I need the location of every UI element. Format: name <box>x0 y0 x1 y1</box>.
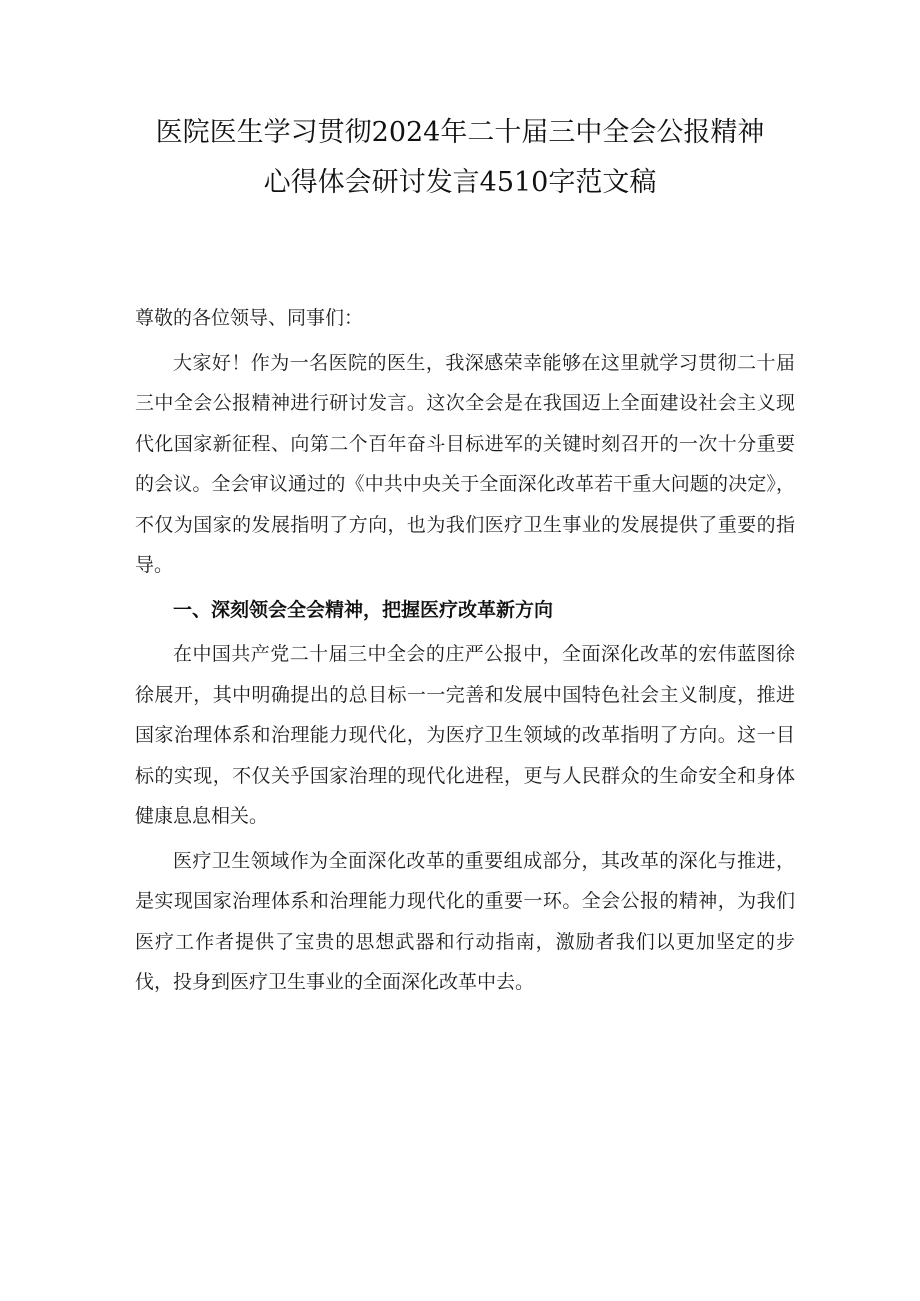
title-line-1: 医院医生学习贯彻2024年二十届三中全会公报精神 <box>155 117 765 148</box>
document-body <box>135 298 795 1007</box>
document-title <box>0 108 920 208</box>
intro-paragraph: 大家好！作为一名医院的医生，我深感荣幸能够在这里就学习贯彻二十届三中全会公报精神进行研讨发言。这次全会是在我国迈上全面建设社会主义现代化国家新征程、向第二个百年奋斗目标进军的关键时刻召开的一次十分重要的会议。全会审议通过的《中共中央关于全面深化改革若干重大问题的决定》，不仅为国家的发展指明了方向，也为我们医疗卫生事业的发展提供了重要的指导。 <box>135 351 795 576</box>
section-paragraph-2: 医疗卫生领域作为全面深化改革的重要组成部分，其改革的深化与推进，是实现国家治理体系和治理能力现代化的重要一环。全会公报的精神，为我们医疗工作者提供了宝贵的思想武器和行动指南，激励者我们以更加坚定的步伐，投身到医疗卫生事业的全面深化改革中去。 <box>135 849 795 993</box>
title-line-2: 心得体会研讨发言4510字范文稿 <box>263 167 657 198</box>
salutation: 尊敬的各位领导、同事们： <box>135 307 364 329</box>
section-paragraph-1: 在中国共产党二十届三中全会的庄严公报中，全面深化改革的宏伟蓝图徐徐展开，其中明确提出的总目标一一完善和发展中国特色社会主义制度，推进国家治理体系和治理能力现代化，为医疗卫生领域的改革指明了方向。这一目标的实现，不仅关乎国家治理的现代化进程，更与人民群众的生命安全和身体健康息息相关。 <box>135 643 795 827</box>
section-heading: 一、深刻领会全会精神，把握医疗改革新方向 <box>173 598 554 621</box>
